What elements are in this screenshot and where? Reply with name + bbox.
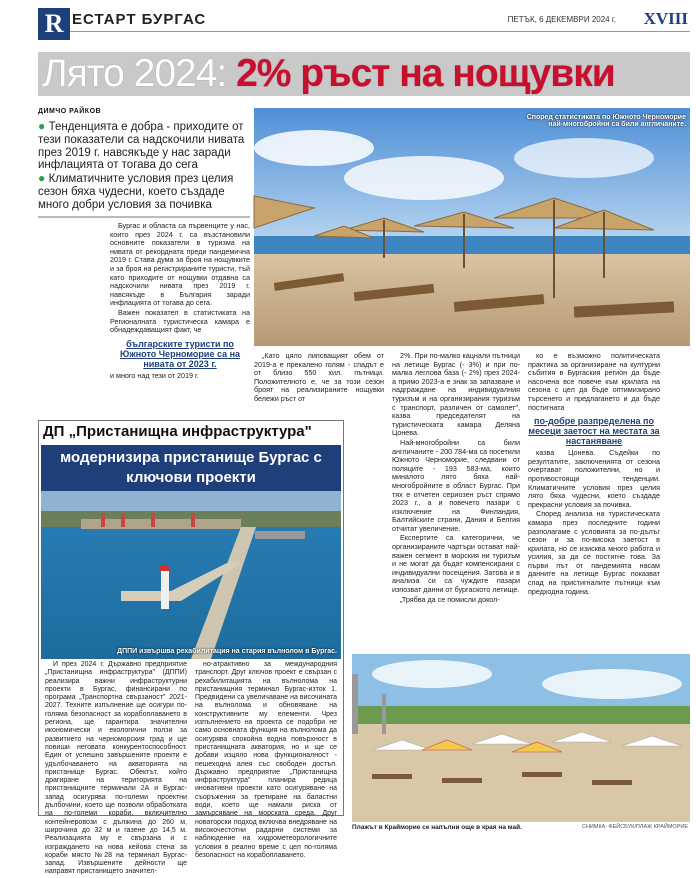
lead-bullets	[38, 120, 250, 218]
pull-quote: българските туристи по Южното Черноморие са на нивата от 2023 г.	[119, 338, 241, 369]
port-infrastructure-box	[38, 420, 344, 876]
paragraph: казва Цонева. Съдейки по резултатите, заключенията от сезона очертават положителни, но и противостоящи тенденции. Климатичните условия през целия лято бяха чудесни, което създаде прекрасни условия за почивка.	[528, 448, 660, 509]
paper-name: ЕСТАРТ БУРГАС	[72, 11, 207, 28]
article-column-1	[110, 222, 250, 380]
photo-caption: Според статистиката по Южното Черноморие най-многобройни са били англичаните.	[526, 114, 686, 128]
headline-banner	[38, 52, 690, 96]
headline	[42, 52, 615, 96]
paragraph: и много над тези от 2019 г.	[110, 370, 199, 380]
article-column-2	[254, 352, 384, 405]
paragraph: ко е възможно политическата практика за организиране на културни събития в Бургаския регион да бъде насочена все повече към крилата на сезона с цел да бъде оптимизирано търсенето и предлагането и да бъде постигната	[528, 351, 660, 412]
box-subtitle: модернизира пристанище Бургас с ключови проекти	[41, 445, 341, 491]
pull-quote: по-добре разпределена по месеци заетост на местата за настаняване	[528, 416, 660, 447]
author: ДИМЧО РАЙКОВ	[38, 108, 102, 115]
issue-date: ПЕТЪК, 6 ДЕКЕМВРИ 2024 г.	[507, 15, 616, 24]
headline-part2: 2% ръст на нощувки	[236, 52, 615, 95]
paragraph: Според анализа на туристическата камара през последните години разполагаме с условията за по-дълъг сезон и за по-висока заетост в крилата, но се изисква много работа и усилия, за да се постигне това. За първи път от пандемията насам данните на летище Бургас показват спад на пристигналите пътници към предходна година.	[528, 509, 660, 596]
bullet-dot-icon: ●	[38, 119, 49, 133]
article-column-3	[392, 352, 520, 605]
beach-photo	[254, 108, 690, 346]
page-number: XVIII	[643, 9, 688, 28]
paragraph: Бургас и областа са първенците у нас, които през 2024 г. са възстановили основните показатели в туризма на нивата от рекордната преди пандемична 2019 г. Става дума за броя на нощувките и за броя на регистрираните туристи, тъй като приходите от нощувки отдавна са надскочили нивата през 2019 г. навсякъде в България заради инфлацията от тогава до сега.	[110, 221, 250, 308]
article-column-4	[528, 352, 660, 597]
photo-caption: ДППИ извършва рехабилитация на стария вълнолом в Бургас.	[117, 648, 337, 655]
kraymorie-beach-photo	[352, 654, 690, 822]
crowded-beach-image	[352, 654, 690, 822]
bullet-item: ● Климатичните условия през целия сезон бяха чудесни, което създаде много добри условия за почивка	[38, 171, 234, 211]
caption-text: Плажът в Крайморие се напълни още в края на май.	[352, 824, 522, 831]
bullet-dot-icon: ●	[38, 171, 49, 186]
box-column-2	[195, 661, 337, 861]
bullet-item: ● Тенденцията е добра - приходите от тези показатели са надскочили нивата през 2019 г. навсякъде у нас заради инфлацията от тогава до сега	[38, 119, 245, 172]
paragraph: Най-многобройни са били англичаните - 200 784-ма са посетили Южното Черноморие, следвани от поляците - 193 583-ма, които миналото лято бяха най-многобройните в област Бургас. При тях е отчетен сериозен ръст спрямо 2023 г., а и повечето пазари с изключение на Финландия, Балтийските страни, Дания и Белгия отчитат увеличение.	[392, 437, 520, 533]
paragraph: „Като цяло липсващият обем от 2019-а е прекалено голям - спадът е от близо 550 хил. пътници. Положителното е, че за този сезон броят на реализираните нощувки бележи ръст от	[254, 351, 384, 403]
paragraph: Важен показател в статистиката на Регионалната туристическа камара е обнадеждаващият факт, че	[110, 307, 250, 335]
beach-umbrellas-image	[254, 108, 690, 346]
photo3-caption	[352, 824, 690, 831]
box-column-1	[45, 661, 187, 878]
headline-part1: Лято 2024:	[42, 52, 227, 95]
paragraph: Експертите са категорични, че организираните чартъри остават най-важен сегмент в морския ни туризъм и не могат да бъдат компенсирани с индивидуални посещения. Затова и в анализа си са чуждите пазари изпозват данни от бургаското летище.	[392, 533, 520, 595]
photo-credit: СНИМКА: ФЕЙСБУК/ПЛАЖ КРАЙМОРИЕ	[581, 824, 688, 830]
masthead	[38, 8, 690, 38]
paragraph: И през 2024 г. Държавно предприятие „Пристанищна инфраструктура" (ДППИ) реализира важни инфраструктурни проекти в Бургас, финансирани по програма „Транспортна свързаност" 2021-2027. Техните изпълнение ще осигури по-голяма безопасност за корабоплаването в региона, ще гарантира значителни икономически и екологични ползи за развитието на черноморския град и ще повиши неговата конкурентоспособност. Един от успешно завършените проекти е удълбочаването на акваторията на пристанище Бургас. Обектът, който драгиране на територията на пристанищните терминали 2А и Бургас-запад осигурява по-големи проектни дълбочини, което ще позволи обработката на по-големи кораби, включително контейнеровози с дължина до 260 м, широчина до 32 м и газене до 14,5 м. Реализацията му е свързана и с изграждането на нова кейова стена за кораби място №28 на терминал Бургас-запад. Извършените дейности ще направят пристанището значител-	[45, 661, 187, 876]
paragraph: „Трябва да се помисли докол-	[400, 594, 500, 604]
box-title: ДП „Пристанищна инфраструктура"	[43, 423, 312, 440]
paragraph: 2%. При по-малко кацнали пътници на летище Бургас (- 3%) и при по-малка леглова база (- 2%) през 2024-а примо 2023-а е знак за запазване и надграждане на индивидуалния туризъм и на организирания туризъм с транспорт, различен от самолет", казва председателят на туристическата камара Деляна Цонева.	[392, 351, 520, 438]
port-photo	[41, 491, 341, 659]
logo: R	[38, 8, 70, 40]
paragraph: но-атрактивно за международния транспорт. Друг ключов проект е свързан с рехабилитацията на вълнолома на пристанищния терминал Бургас-изток 1. Предвидени са увеличаване на височината на вълнолома и обновяване на конструктивните му елементи. Чрез изпълнението на проекта се подобри не само основната функция на вълнолома да осигурява спокойна водна повърхност в пристанищната акватория, но и ще се добави изцяло нова функционалност - пешеходна алея със свободен достъп. Държавно предприятие „Пристанищна инфраструктура" планира редица иновативни проекти като осигуряване на съоръжения за третиране на баластни води, което ще намали риска от замърсяване на морската среда. Друг новаторски подход включва внедряване на високочестотни радарни системи за наблюдение на хидрометеорологичните условия в реално време с цел по-голяма безопасност на корабоплаването.	[195, 661, 337, 859]
port-breakwater-image	[41, 491, 341, 659]
